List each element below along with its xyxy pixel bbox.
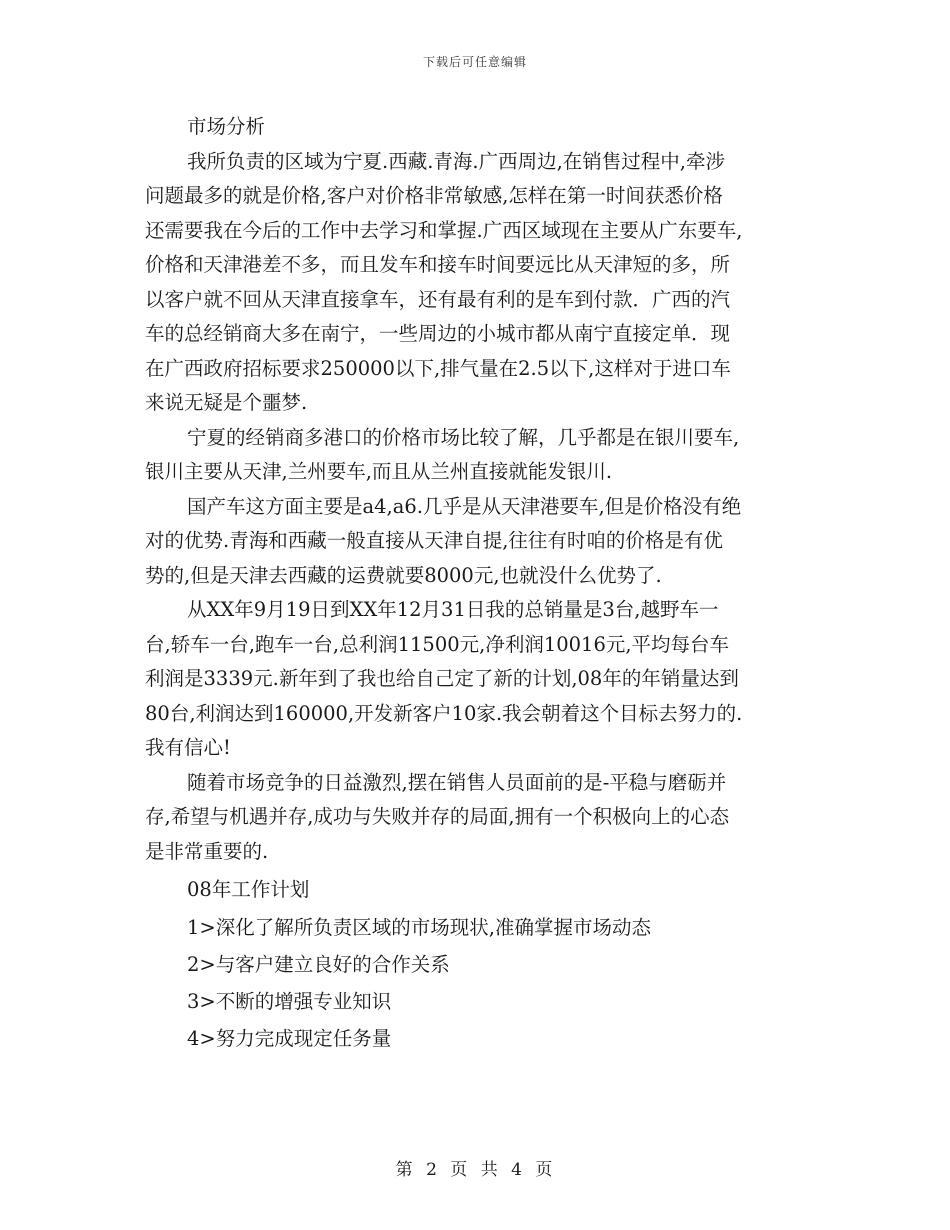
paragraph-line: 从XX年9月19日到XX年12月31日我的总销量是3台,越野车一	[187, 598, 719, 621]
paragraph-line: 我有信心!	[145, 736, 231, 759]
paragraph-line: 是非常重要的.	[145, 839, 269, 863]
work-plan-item: 2>与客户建立良好的合作关系	[187, 953, 450, 976]
paragraph-line: 随着市场竞争的日益激烈,摆在销售人员面前的是-平稳与磨砺并	[187, 770, 727, 794]
paragraph-line: 势的,但是天津去西藏的运费就要8000元,也就没什么优势了.	[145, 563, 662, 587]
paragraph-line: 以客户就不回从天津直接拿车，还有最有利的是车到付款．广西的汽	[145, 287, 731, 311]
paragraph-line: 银川主要从天津,兰州要车,而且从兰州直接就能发银川.	[145, 460, 613, 483]
paragraph-line: 来说无疑是个噩梦.	[145, 391, 308, 414]
paragraph-line: 台,轿车一台,跑车一台,总利润11500元,净利润10016元,平均每台车	[145, 632, 730, 656]
document-body	[145, 110, 810, 1057]
paragraph-line: 80台,利润达到160000,开发新客户10家.我会朝着这个目标去努力的.	[145, 701, 743, 725]
work-plan-item: 3>不断的增强专业知识	[187, 990, 392, 1013]
paragraph-line: 在广西政府招标要求250000以下,排气量在2.5以下,这样对于进口车	[145, 356, 731, 380]
paragraph-line: 国产车这方面主要是a4,a6.几乎是从天津港要车,但是价格没有绝	[187, 494, 742, 518]
work-plan-item: 1>深化了解所负责区域的市场现状,准确掌握市场动态	[187, 916, 651, 939]
work-plan-heading: 08年工作计划	[187, 878, 310, 901]
paragraph-line: 还需要我在今后的工作中去学习和掌握.广西区域现在主要从广东要车,	[145, 218, 743, 242]
paragraph-line: 价格和天津港差不多，而且发车和接车时间要远比从天津短的多，所	[145, 253, 731, 276]
paragraph-line: 存,希望与机遇并存,成功与失败并存的局面,拥有一个积极向上的心态	[145, 805, 730, 828]
paragraph-line: 车的总经销商大多在南宁，一些周边的小城市都从南宁直接定单．现	[145, 322, 731, 345]
paragraph-line: 我所负责的区域为宁夏.西藏.青海.广西周边,在销售过程中,牵涉	[187, 149, 725, 173]
paragraph-line: 利润是3339元.新年到了我也给自己定了新的计划,08年的年销量达到	[145, 667, 739, 690]
paragraph-line: 对的优势.青海和西藏一般直接从天津自提,往往有时咱的价格是有优	[145, 529, 723, 552]
page-header: 下载后可任意编辑	[422, 55, 527, 69]
work-plan-item: 4>努力完成现定任务量	[187, 1027, 392, 1050]
paragraph-line: 问题最多的就是价格,客户对价格非常敏感,怎样在第一时间获悉价格	[145, 184, 723, 207]
section-heading-market-analysis: 市场分析	[187, 115, 266, 138]
paragraph-line: 宁夏的经销商多港口的价格市场比较了解，几乎都是在银川要车,	[187, 425, 740, 449]
page-footer: 第 2 页 共 4 页	[395, 1160, 555, 1180]
